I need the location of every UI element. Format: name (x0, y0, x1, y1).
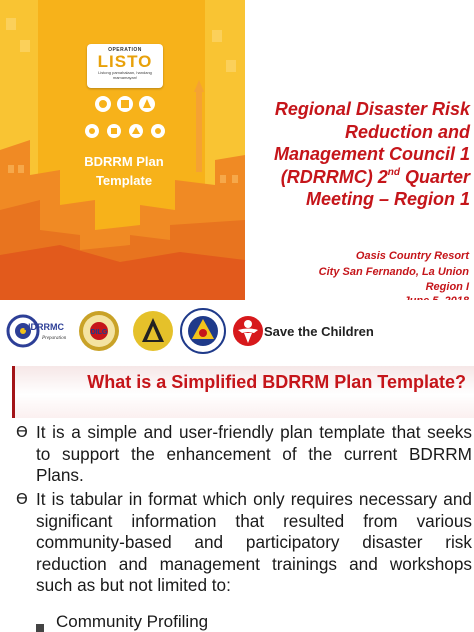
plan-cover-image (0, 0, 245, 300)
venue-line: City San Fernando, La Union (318, 265, 469, 278)
save-the-children-icon (232, 314, 264, 348)
meeting-title-main: Regional Disaster Risk Reduction and Management Council 1 (RDRRMC) 2 (273, 99, 470, 187)
ndrrmc-sublabel: Preparation (42, 336, 67, 341)
badge-top-text: OPERATION (108, 47, 142, 53)
bullet-glyph: ϴ (16, 490, 28, 508)
cover-title: BDRRM Plan Template (84, 154, 164, 188)
lga-logo-icon (132, 310, 174, 352)
venue-block (250, 249, 469, 296)
badge-tagline: Listong pamahalaan, handang mamamayan! (98, 70, 152, 80)
content-slide (0, 362, 474, 632)
ocd-seal-icon (180, 308, 226, 354)
venue-line: Region I (425, 281, 469, 293)
ndrrmc-label: NDRRMC (24, 322, 64, 332)
sub-bullet-text: Community Profiling (56, 612, 209, 631)
meeting-title-sup: nd (387, 166, 400, 178)
meeting-title-end: Quarter Meeting – Region 1 (305, 166, 470, 209)
slide-title: What is a Simplified BDRRM Plan Template? (87, 372, 466, 392)
bullet-text: It is a simple and user-friendly plan template that seeks to support the enhancement of the current BDRRM Plans. (36, 422, 472, 485)
sub-bullet-marker (36, 624, 44, 632)
venue-line: Oasis Country Resort (355, 250, 469, 262)
bullet-glyph: ϴ (16, 423, 28, 441)
dilg-label: DILG (90, 329, 108, 336)
title-slide (0, 0, 474, 300)
meeting-title (250, 98, 470, 211)
bullet-text: It is tabular in format which only requires necessary and significant information that resulted from various community-based and participatory disaster risk reduction and management trainings and workshops such as but not limited to: (36, 489, 472, 595)
partner-logos (0, 300, 474, 362)
badge-listo-word: LISTO (97, 52, 153, 71)
save-the-children-label: Save the Children (264, 324, 374, 339)
operation-listo-badge (87, 44, 163, 88)
dilg-seal-icon (78, 310, 120, 352)
